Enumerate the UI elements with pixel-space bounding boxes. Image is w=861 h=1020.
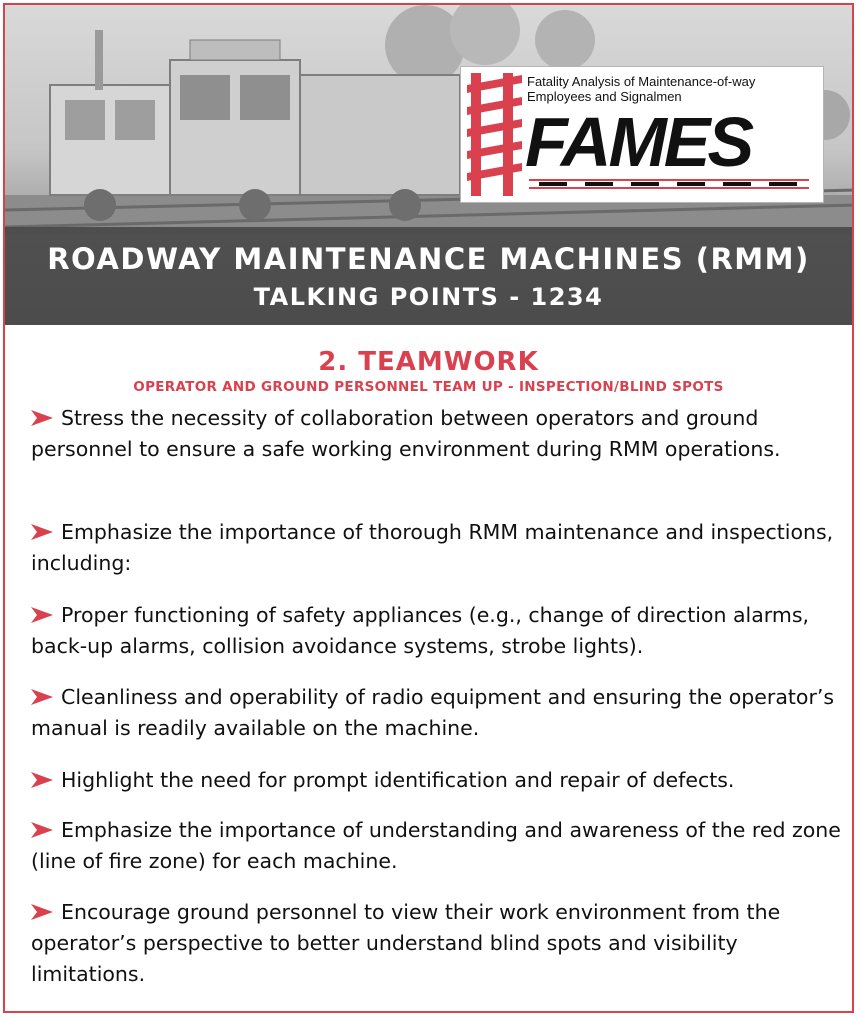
arrow-right-icon [31,689,53,705]
talking-point-1 [31,403,846,465]
talking-point-2 [31,517,846,579]
arrow-right-icon [31,524,53,540]
logo-tagline-line2: Employees and Signalmen [527,89,682,104]
arrow-right-icon [31,410,53,426]
fames-logo [461,67,823,202]
arrow-right-icon [31,904,53,920]
main-content [5,325,852,395]
railroad-track-icon [467,73,522,196]
talking-point-text: Emphasize the importance of thorough RMM maintenance and inspections, including: [31,520,834,575]
talking-point-text: Highlight the need for prompt identification and repair of defects. [61,768,735,792]
section-title: 2. TEAMWORK [318,347,539,377]
title-banner [5,227,852,325]
page-title: ROADWAY MAINTENANCE MACHINES (RMM) [47,242,810,276]
logo-tagline-line1: Fatality Analysis of Maintenance-of-way [527,74,756,89]
header-hero [5,5,852,325]
talking-point-text: Proper functioning of safety appliances (e.g., change of direction alarms, back-up alarms, collision avoidance systems, strobe lights). [31,603,810,658]
arrow-right-icon [31,772,53,788]
talking-point-text: Stress the necessity of collaboration between operators and ground personnel to ensure a safe working environment during RMM operations. [31,406,781,461]
talking-point-text: Encourage ground personnel to view their work environment from the operator’s perspective to better understand blind spots and visibility limitations. [31,900,781,986]
talking-point-6 [31,815,846,877]
section-subtitle: OPERATOR AND GROUND PERSONNEL TEAM UP - INSPECTION/BLIND SPOTS [133,379,724,395]
logo-track-underline [529,177,809,191]
talking-point-5 [31,765,846,796]
talking-point-3 [31,600,846,662]
talking-point-text: Cleanliness and operability of radio equipment and ensuring the operator’s manual is readily available on the machine. [31,685,835,740]
talking-point-text: Emphasize the importance of understanding and awareness of the red zone (line of fire zone) for each machine. [31,818,841,873]
page-subtitle: TALKING POINTS - 1234 [253,283,604,311]
arrow-right-icon [31,607,53,623]
logo-tagline [527,74,817,104]
logo-wordmark: FAMES [525,103,752,181]
flyer-frame [3,3,854,1013]
talking-point-4 [31,682,846,744]
arrow-right-icon [31,822,53,838]
talking-point-7 [31,897,846,990]
